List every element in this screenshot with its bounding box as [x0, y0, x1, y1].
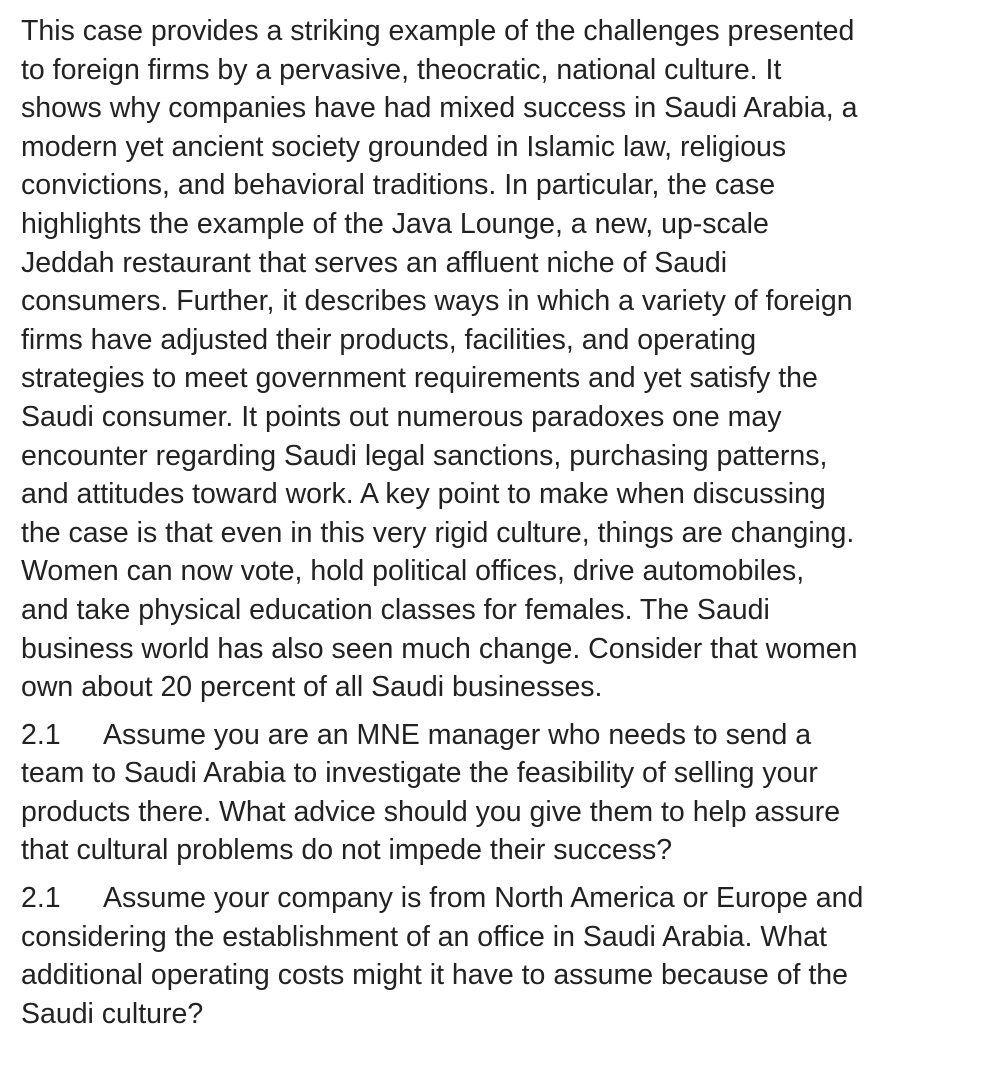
question-line: additional operating costs might it have to assume because of the	[21, 959, 849, 992]
intro-line: Saudi consumer. It points out numerous paradoxes one may	[21, 400, 782, 433]
intro-line: own about 20 percent of all Saudi businesses.	[21, 671, 603, 704]
intro-line: highlights the example of the Java Lounge, a new, up-scale	[21, 207, 769, 240]
intro-line: Jeddah restaurant that serves an affluent niche of Saudi	[21, 246, 728, 279]
document-body	[21, 12, 981, 1033]
intro-line: This case provides a striking example of the challenges presented	[21, 15, 855, 47]
question-text: Assume your company is from North America or Europe and	[103, 882, 864, 915]
question-number: 2.1	[21, 718, 61, 751]
question-first-line	[21, 716, 981, 755]
intro-line: the case is that even in this very rigid culture, things are changing.	[21, 516, 855, 549]
question-number: 2.1	[21, 882, 61, 915]
intro-line: and take physical education classes for females. The Saudi	[21, 593, 770, 626]
question-line: team to Saudi Arabia to investigate the feasibility of selling your	[21, 757, 818, 790]
intro-line: to foreign firms by a pervasive, theocratic, national culture. It	[21, 53, 782, 86]
question-line: products there. What advice should you give them to help assure	[21, 795, 841, 828]
intro-line: consumers. Further, it describes ways in which a variety of foreign	[21, 285, 853, 318]
intro-line: firms have adjusted their products, facilities, and operating	[21, 323, 757, 356]
question-first-line	[21, 879, 981, 918]
intro-line: Women can now vote, hold political offices, drive automobiles,	[21, 555, 805, 588]
question-1	[21, 716, 981, 870]
intro-line: shows why companies have had mixed success in Saudi Arabia, a	[21, 92, 858, 125]
intro-line: convictions, and behavioral traditions. In particular, the case	[21, 169, 776, 202]
question-line: considering the establishment of an office in Saudi Arabia. What	[21, 920, 827, 953]
question-line: that cultural problems do not impede their success?	[21, 834, 673, 867]
intro-line: and attitudes toward work. A key point to make when discussing	[21, 478, 826, 511]
intro-paragraph	[21, 12, 981, 707]
question-line: Saudi culture?	[21, 997, 204, 1030]
intro-line: business world has also seen much change. Consider that women	[21, 632, 858, 665]
intro-line: strategies to meet government requirements and yet satisfy the	[21, 362, 818, 395]
intro-line: modern yet ancient society grounded in Islamic law, religious	[21, 130, 787, 163]
question-2	[21, 879, 981, 1033]
question-text: Assume you are an MNE manager who needs to send a	[103, 718, 812, 751]
intro-line: encounter regarding Saudi legal sanctions, purchasing patterns,	[21, 439, 828, 472]
